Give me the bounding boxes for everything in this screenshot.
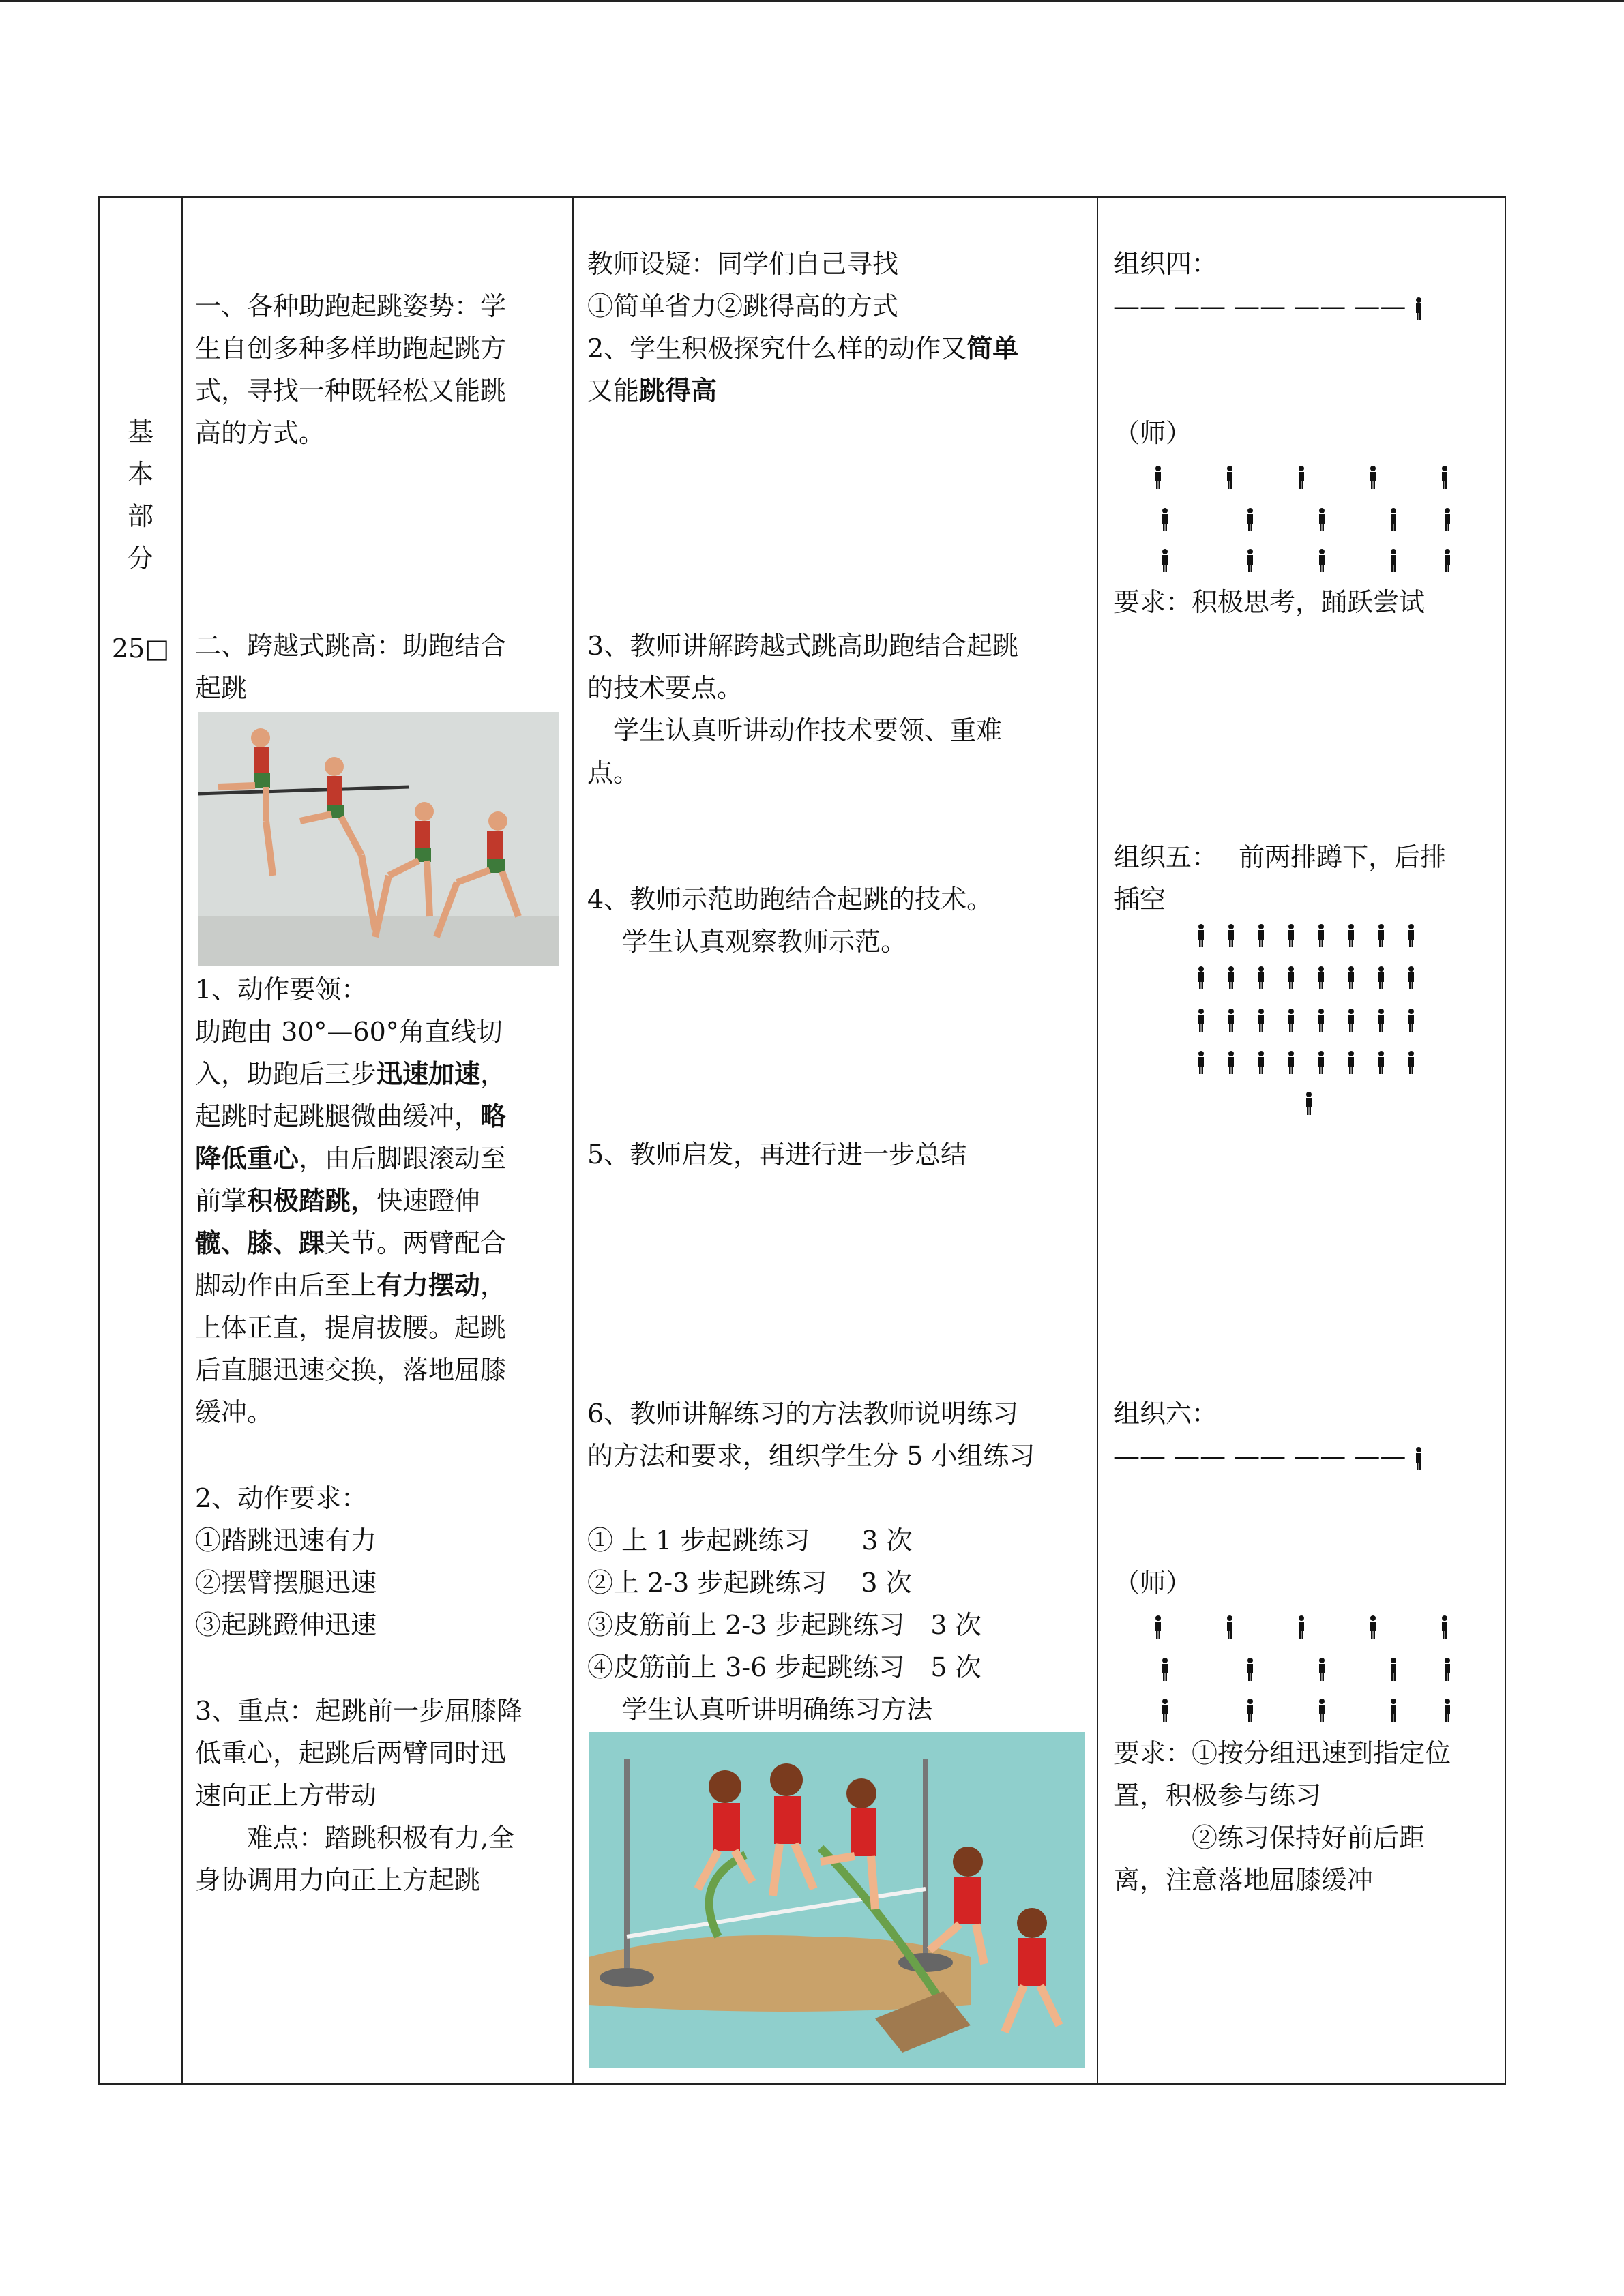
text-line: [195, 1180, 563, 1222]
text-line: [195, 1137, 563, 1180]
bold-text: 略: [480, 1101, 507, 1131]
text-segment: 后直腿迅速交换，落地屈膝: [195, 1355, 507, 1385]
text-line: 6、教师讲解练习的方法教师说明练习: [587, 1399, 1019, 1429]
person-icon: [1391, 549, 1396, 572]
text-line: ④皮筋前上 3-6 步起跳练习 5 次: [587, 1652, 981, 1682]
text-line: 二、跨越式跳高：助跑结合: [195, 631, 507, 661]
bold-text: 积极踏跳，: [247, 1185, 377, 1216]
text-line: ①踏跳迅速有力: [195, 1525, 377, 1555]
person-icon: [1318, 1009, 1324, 1032]
person-icon: [1414, 297, 1423, 321]
person-icon: [1258, 924, 1264, 947]
text-segment: 关节。两臂配合: [325, 1228, 507, 1258]
text-line: 学生认真听讲明确练习方法: [587, 1695, 933, 1725]
method-intro: [587, 243, 1099, 412]
bold-text: 跳得高: [639, 375, 718, 406]
person-icon: [1391, 508, 1396, 531]
person-icon: [1198, 1009, 1204, 1032]
text-segment: ，由后脚跟滚动至: [299, 1144, 507, 1174]
text-line: 3、教师讲解跨越式跳高助跑结合起跳: [587, 631, 1019, 661]
person-icon: [1445, 1658, 1450, 1681]
org5-text: [1114, 836, 1496, 921]
essentials-title: 1、动作要领：: [195, 974, 368, 1004]
text-segment: 起跳时起跳腿微曲缓冲，: [195, 1101, 481, 1131]
person-icon: [1318, 1051, 1324, 1074]
text-line: 3、重点：起跳前一步屈膝降: [195, 1696, 523, 1726]
person-icon: [1299, 466, 1304, 489]
section-label: [100, 411, 181, 580]
person-icon: [1227, 1615, 1232, 1639]
method-step6: [587, 1392, 1099, 1477]
text-line: 难点：踏跳积极有力,全: [195, 1823, 515, 1853]
high-jump-sequence-photo: [198, 712, 559, 966]
person-icon: [1319, 1699, 1325, 1722]
person-icon: [1378, 924, 1384, 947]
person-icon: [1162, 549, 1168, 572]
person-icon: [1391, 1699, 1396, 1722]
text-line: [195, 1264, 563, 1307]
text-line: [195, 1349, 563, 1391]
person-icon: [1408, 924, 1414, 947]
text-line: [195, 1391, 563, 1433]
text-line: [587, 285, 1099, 327]
text-segment: 脚动作由后至上: [195, 1270, 377, 1300]
person-icon: [1348, 1009, 1354, 1032]
text-line: [587, 370, 1099, 412]
person-icon: [1155, 466, 1161, 489]
person-icon: [1198, 1051, 1204, 1074]
org4-title: 组织四：: [1114, 249, 1218, 279]
person-icon: [1228, 1051, 1234, 1074]
text-line: 式，寻找一种既轻松又能跳: [195, 376, 507, 406]
text-line: [195, 1053, 563, 1095]
org6-formation: [1114, 1607, 1482, 1736]
person-icon: [1318, 966, 1324, 989]
person-icon: [1319, 549, 1325, 572]
person-icon: [1348, 966, 1354, 989]
org4-line: [1114, 285, 1496, 327]
person-icon: [1408, 1051, 1414, 1074]
person-icon: [1258, 1051, 1264, 1074]
person-icon: [1162, 508, 1168, 531]
person-icon: [1258, 966, 1264, 989]
text-segment: 缓冲。: [195, 1397, 274, 1427]
text-line: 4、教师示范助跑结合起跳的技术。: [587, 884, 993, 914]
text-line: 速向正上方带动: [195, 1780, 377, 1810]
org4-formation: [1114, 457, 1482, 586]
bold-text: 简单: [966, 333, 1019, 363]
org6-title: 组织六：: [1114, 1399, 1218, 1429]
text-segment: 入，助跑后三步: [195, 1059, 377, 1089]
person-icon: [1442, 466, 1447, 489]
person-icon: [1288, 1009, 1294, 1032]
text-line: 学生认真听讲动作技术要领、重难: [587, 715, 1003, 745]
person-icon: [1445, 549, 1450, 572]
person-icon: [1319, 508, 1325, 531]
text-line: ②上 2-3 步起跳练习 3 次: [587, 1568, 912, 1598]
lesson-plan-table: [98, 196, 1506, 2085]
text-line: ③皮筋前上 2-3 步起跳练习 3 次: [587, 1610, 981, 1640]
section-char: 部: [127, 501, 153, 531]
person-icon: [1288, 924, 1294, 947]
text-line: 生自创多种多样助跑起跳方: [195, 333, 507, 363]
essentials-list: [195, 1011, 563, 1433]
dash-line: —— —— —— —— ——: [1114, 291, 1406, 321]
org5-formation: [1114, 921, 1482, 1125]
section-char: 分: [127, 543, 153, 573]
requirements-title: 2、动作要求：: [195, 1483, 368, 1513]
requirements-list: [195, 1519, 563, 1646]
bold-text: 迅速加速: [377, 1058, 481, 1089]
person-icon: [1155, 1615, 1161, 1639]
page-top-border: [0, 0, 1624, 2]
text-line: ③起跳蹬伸迅速: [195, 1610, 377, 1640]
text-segment: ，: [480, 1270, 507, 1300]
text-segment: 快速蹬伸: [377, 1186, 481, 1216]
text-line: 身协调用力向正上方起跳: [195, 1865, 481, 1895]
person-icon: [1378, 966, 1384, 989]
person-icon: [1370, 1615, 1376, 1639]
text-segment: 助跑由 30°—60°角直线切: [195, 1017, 503, 1047]
person-icon: [1445, 508, 1450, 531]
text-segment: ，: [480, 1059, 507, 1089]
org4-teacher-label: （师）: [1114, 418, 1192, 448]
method-step5: 5、教师启发，再进行进一步总结: [587, 1139, 967, 1169]
text-segment: 又能: [587, 376, 640, 406]
person-icon: [1162, 1699, 1168, 1722]
text-line: [195, 1307, 563, 1349]
text-line: [195, 1095, 563, 1137]
person-icon: [1370, 466, 1376, 489]
keypoints: [195, 1690, 563, 1901]
text-line: 的方法和要求，组织学生分 5 小组练习: [587, 1441, 1035, 1471]
text-line: 低重心，起跳后两臂同时迅: [195, 1738, 507, 1768]
person-icon: [1247, 1658, 1253, 1681]
bold-text: 髋、膝、踝: [195, 1227, 325, 1258]
text-line: ① 上 1 步起跳练习 3 次: [587, 1525, 913, 1555]
method-drills: [587, 1519, 1099, 1731]
method-step3: [587, 625, 1099, 794]
person-icon: [1228, 1009, 1234, 1032]
person-icon: [1198, 966, 1204, 989]
org4-requirement: 要求：积极思考，踊跃尝试: [1114, 587, 1426, 617]
text-segment: 上体正直，提肩拔腰。起跳: [195, 1313, 507, 1343]
person-icon: [1288, 966, 1294, 989]
section-time: 25□: [111, 633, 170, 664]
person-icon: [1319, 1658, 1325, 1681]
text-line: 离，注意落地屈膝缓冲: [1114, 1865, 1374, 1895]
org6-requirements: [1114, 1732, 1496, 1901]
person-icon: [1414, 1446, 1423, 1471]
person-icon: [1348, 924, 1354, 947]
content-part1: [195, 285, 563, 454]
person-icon: [1162, 1658, 1168, 1681]
person-icon: [1408, 966, 1414, 989]
person-icon: [1318, 924, 1324, 947]
person-icon: [1288, 1051, 1294, 1074]
person-icon: [1348, 1051, 1354, 1074]
person-icon: [1306, 1092, 1312, 1115]
person-icon: [1378, 1051, 1384, 1074]
section-char: 本: [127, 459, 153, 489]
person-icon: [1378, 1009, 1384, 1032]
person-icon: [1299, 1615, 1304, 1639]
bold-text: 有力摆动: [377, 1270, 481, 1300]
person-icon: [1247, 549, 1253, 572]
text-line: [195, 1011, 563, 1053]
org6-line: [1114, 1435, 1496, 1477]
text-segment: 教师设疑：同学们自己寻找: [587, 249, 899, 279]
person-icon: [1247, 508, 1253, 531]
person-icon: [1442, 1615, 1447, 1639]
text-line: 一、各种助跑起跳姿势：学: [195, 291, 507, 321]
column-divider: [572, 198, 574, 2083]
dash-line: —— —— —— —— ——: [1114, 1441, 1406, 1471]
text-line: 学生认真观察教师示范。: [587, 927, 907, 957]
bold-text: 降低重心: [195, 1143, 299, 1174]
text-line: [587, 243, 1099, 285]
text-segment: ①简单省力②跳得高的方式: [587, 291, 899, 321]
text-line: 要求：①按分组迅速到指定位: [1114, 1738, 1451, 1768]
text-line: 的技术要点。: [587, 673, 743, 703]
org6-teacher-label: （师）: [1114, 1568, 1192, 1598]
method-step4: [587, 878, 1099, 963]
text-line: 高的方式。: [195, 418, 325, 448]
text-line: 组织五： 前两排蹲下，后排: [1114, 842, 1447, 872]
person-icon: [1445, 1699, 1450, 1722]
section-char: 基: [127, 417, 153, 447]
text-line: 点。: [587, 758, 640, 788]
text-line: 插空: [1114, 884, 1166, 914]
column-divider: [181, 198, 183, 2083]
kids-high-jump-illustration: [589, 1732, 1085, 2068]
person-icon: [1228, 924, 1234, 947]
person-icon: [1408, 1009, 1414, 1032]
person-icon: [1391, 1658, 1396, 1681]
text-line: [587, 327, 1099, 370]
text-segment: 2、学生积极探究什么样的动作又: [587, 333, 967, 363]
content-part2-title: [195, 625, 563, 709]
text-segment: 前掌: [195, 1186, 248, 1216]
person-icon: [1227, 466, 1232, 489]
text-line: 起跳: [195, 673, 248, 703]
person-icon: [1247, 1699, 1253, 1722]
text-line: [195, 1222, 563, 1264]
person-icon: [1228, 966, 1234, 989]
person-icon: [1258, 1009, 1264, 1032]
text-line: 置，积极参与练习: [1114, 1780, 1322, 1810]
text-line: ②练习保持好前后距: [1114, 1823, 1426, 1853]
text-line: ②摆臂摆腿迅速: [195, 1568, 377, 1598]
person-icon: [1198, 924, 1204, 947]
